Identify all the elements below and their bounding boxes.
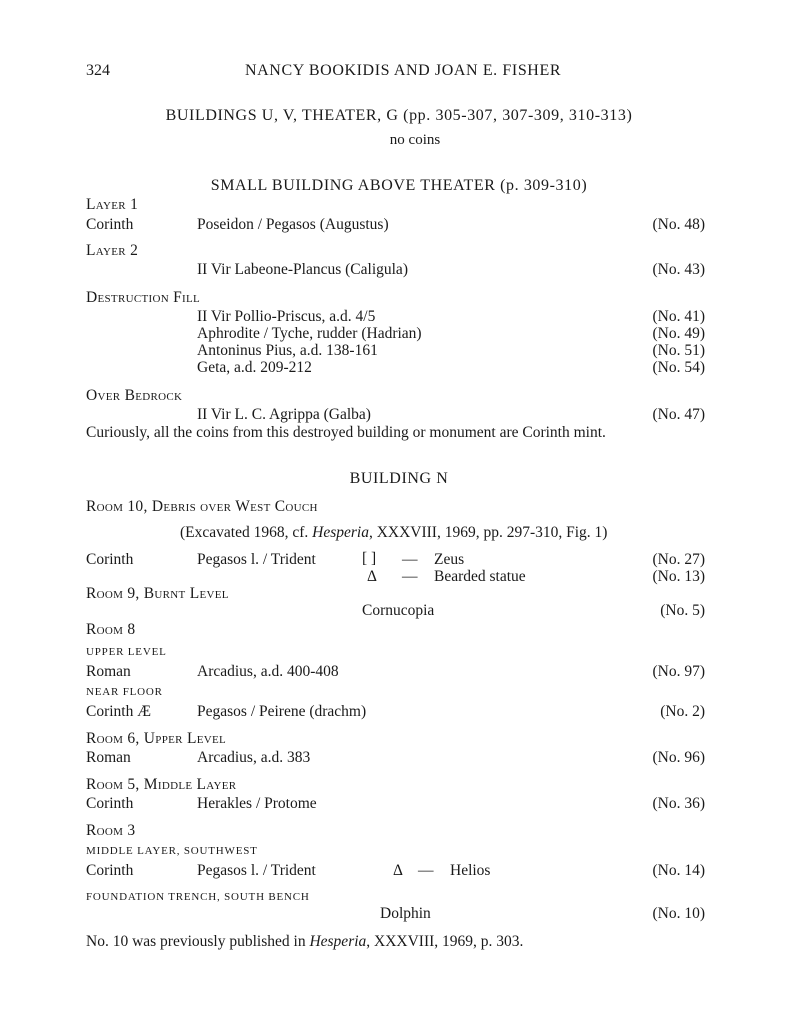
destruction-row-3-desc: Antoninus Pius, a.d. 138-161: [197, 342, 378, 359]
room5-ref: (No. 36): [652, 795, 705, 812]
destruction-fill-label: Destruction Fill: [86, 289, 201, 306]
room3-ref: (No. 14): [652, 862, 705, 879]
destruction-row-2-desc: Aphrodite / Tyche, rudder (Hadrian): [197, 325, 422, 342]
running-title: NANCY BOOKIDIS AND JOAN E. FISHER: [245, 62, 562, 79]
room8-label: Room 8: [86, 621, 136, 638]
section-subtitle-no-coins: no coins: [389, 132, 441, 148]
section2-note: Curiously, all the coins from this destroyed building or monument are Corinth mint.: [86, 424, 606, 441]
room3-label: Room 3: [86, 822, 136, 839]
room3-mint: Corinth: [86, 862, 134, 879]
room10-dash-1: —: [402, 551, 418, 568]
room10-type-2: Bearded statue: [434, 568, 526, 585]
destruction-row-3-ref: (No. 51): [652, 342, 705, 359]
room6-mint: Roman: [86, 749, 131, 766]
footnote-pre: No. 10 was previously published in: [86, 933, 310, 950]
page-number: 324: [86, 62, 110, 79]
room8a-mint: Roman: [86, 663, 131, 680]
room8a-ref: (No. 97): [652, 663, 705, 680]
room3b-desc: Dolphin: [380, 905, 431, 922]
bedrock-ref: (No. 47): [652, 406, 705, 423]
room5-mint: Corinth: [86, 795, 134, 812]
room6-ref: (No. 96): [652, 749, 705, 766]
room10-note-post: , XXXVIII, 1969, pp. 297-310, Fig. 1): [368, 524, 608, 541]
room10-dash-2: —: [402, 568, 418, 585]
destruction-row-1-desc: II Vir Pollio-Priscus, a.d. 4/5: [197, 308, 376, 325]
room10-note-pre: (Excavated 1968, cf.: [180, 524, 313, 541]
room3-type: Helios: [450, 862, 491, 879]
room8a-desc: Arcadius, a.d. 400-408: [197, 663, 339, 680]
room3-desc: Pegasos l. / Trident: [197, 862, 316, 879]
destruction-row-4-ref: (No. 54): [652, 359, 705, 376]
section-title-small-building: SMALL BUILDING ABOVE THEATER (p. 309-310): [210, 177, 588, 194]
room10-ref-2: (No. 13): [652, 568, 705, 585]
room8b-ref: (No. 2): [660, 703, 705, 720]
footnote-journal: Hesperia: [309, 933, 367, 950]
over-bedrock-label: Over Bedrock: [86, 387, 183, 404]
footnote-post: , XXXVIII, 1969, p. 303.: [366, 933, 524, 950]
layer1-label: Layer 1: [86, 196, 139, 213]
section-title-building-n: BUILDING N: [349, 470, 449, 487]
room10-label: Room 10, Debris over West Couch: [86, 498, 318, 515]
room10-desc: Pegasos l. / Trident: [197, 551, 316, 568]
bedrock-desc: II Vir L. C. Agrippa (Galba): [197, 406, 371, 423]
room10-mint: Corinth: [86, 551, 134, 568]
room3b-ref: (No. 10): [652, 905, 705, 922]
room8-sub-upper-level: UPPER LEVEL: [86, 646, 167, 658]
layer2-desc: II Vir Labeone-Plancus (Caligula): [197, 261, 408, 278]
room8-sub-near-floor: NEAR FLOOR: [86, 686, 163, 698]
layer1-ref: (No. 48): [652, 216, 705, 233]
room6-desc: Arcadius, a.d. 383: [197, 749, 311, 766]
room10-symbol-2: Δ: [367, 568, 377, 585]
room5-desc: Herakles / Protome: [197, 795, 317, 812]
room8b-mint: Corinth Æ: [86, 703, 152, 720]
room10-type-1: Zeus: [434, 551, 465, 568]
room3-dash: —: [418, 862, 434, 879]
room3-sub-middle-layer: MIDDLE LAYER, SOUTHWEST: [86, 845, 258, 857]
room10-ref-1: (No. 27): [652, 551, 705, 568]
room3-symbol: Δ: [393, 862, 403, 879]
room10-excavation-note: [180, 525, 607, 541]
room9-ref: (No. 5): [660, 602, 705, 619]
section-title-buildings-uv: BUILDINGS U, V, THEATER, G (pp. 305-307, 307-309, 310-313): [165, 107, 633, 124]
layer2-label: Layer 2: [86, 242, 139, 259]
room3-sub-foundation-trench: FOUNDATION TRENCH, SOUTH BENCH: [86, 891, 310, 903]
room6-label: Room 6, Upper Level: [86, 730, 227, 747]
destruction-row-2-ref: (No. 49): [652, 325, 705, 342]
footnote: [86, 934, 523, 950]
room8b-desc: Pegasos / Peirene (drachm): [197, 703, 367, 720]
room5-label: Room 5, Middle Layer: [86, 776, 237, 793]
room9-label: Room 9, Burnt Level: [86, 585, 229, 602]
layer2-ref: (No. 43): [652, 261, 705, 278]
room10-symbol-1: [ ]: [362, 550, 377, 567]
destruction-row-4-desc: Geta, a.d. 209-212: [197, 359, 312, 376]
room9-desc: Cornucopia: [362, 602, 435, 619]
destruction-row-1-ref: (No. 41): [652, 308, 705, 325]
layer1-mint: Corinth: [86, 216, 134, 233]
room10-note-journal: Hesperia: [312, 524, 369, 541]
layer1-desc: Poseidon / Pegasos (Augustus): [197, 216, 389, 233]
